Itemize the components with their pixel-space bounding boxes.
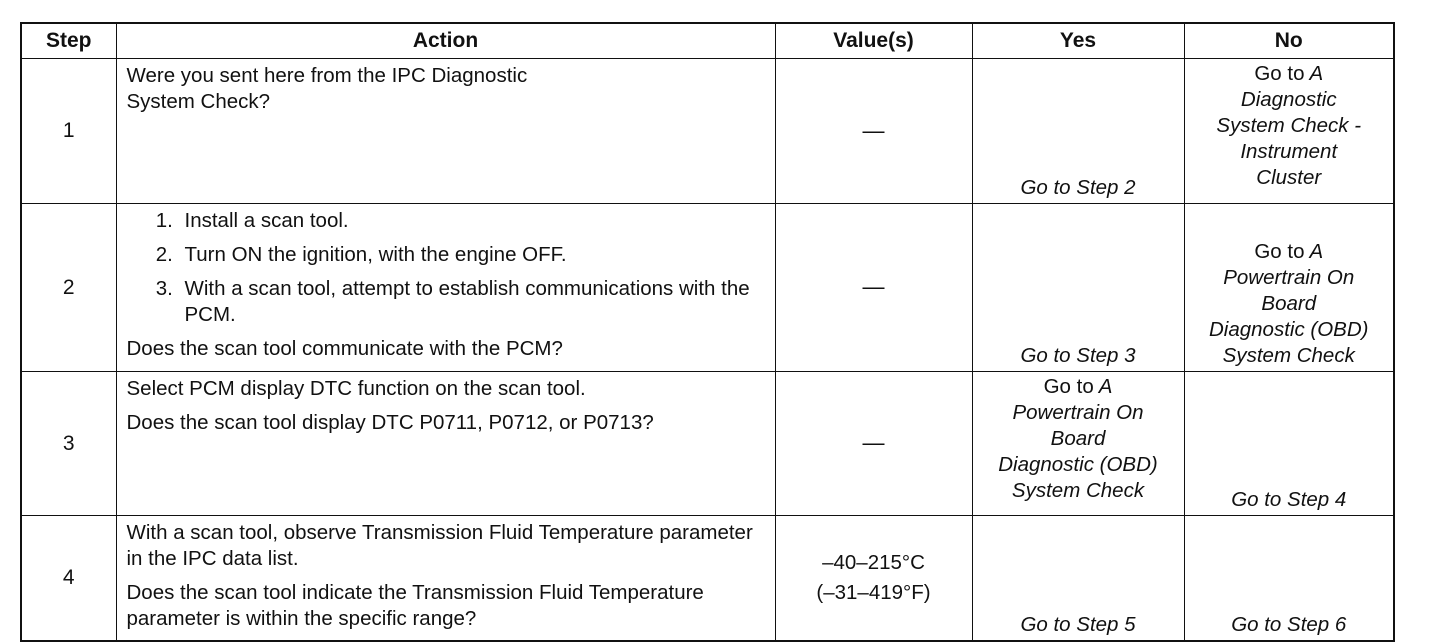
- no-text: Go to Step 4: [1231, 488, 1347, 511]
- step-number: 3: [21, 372, 116, 516]
- header-values: Value(s): [775, 23, 972, 59]
- table-row: [21, 59, 1394, 204]
- no-text: Board: [1261, 292, 1317, 315]
- action-question: Does the scan tool communicate with the PCM?: [126, 337, 563, 360]
- value-cell: [775, 516, 972, 642]
- action-cell: [116, 59, 775, 204]
- yes-cell: [972, 372, 1184, 516]
- yes-text: Go to: [1043, 375, 1094, 398]
- header-yes: Yes: [972, 23, 1184, 59]
- action-step: 1. Install a scan tool.: [179, 208, 767, 234]
- yes-text: A: [1098, 375, 1113, 398]
- yes-text: System Check: [1011, 479, 1145, 502]
- yes-text: Go to Step 5: [1020, 613, 1136, 636]
- value-text: —: [862, 430, 885, 455]
- no-text: System Check -: [1216, 114, 1362, 137]
- action-text: Does the scan tool indicate the Transmission Fluid Temperature parameter is within the specific range?: [126, 581, 704, 630]
- no-text: Powertrain On: [1223, 266, 1355, 289]
- action-cell: [116, 204, 775, 372]
- value-celsius: –40–215°C: [822, 551, 925, 574]
- table-row: [21, 516, 1394, 642]
- no-text: Diagnostic: [1240, 88, 1337, 111]
- yes-text: Board: [1050, 427, 1106, 450]
- no-text: Go to: [1254, 62, 1305, 85]
- action-steps-list: [127, 208, 767, 328]
- action-cell: [116, 372, 775, 516]
- action-cell: [116, 516, 775, 642]
- yes-text: Diagnostic (OBD): [998, 453, 1158, 476]
- no-text: Instrument: [1240, 140, 1338, 163]
- step-number: 1: [21, 59, 116, 204]
- value-cell: [775, 204, 972, 372]
- no-text: Go to Step 6: [1231, 613, 1347, 636]
- yes-text: Go to Step 2: [1020, 176, 1136, 199]
- no-text: Cluster: [1256, 166, 1322, 189]
- step-number: 4: [21, 516, 116, 642]
- diagnostic-table: [20, 22, 1395, 642]
- no-text: Diagnostic (OBD): [1209, 318, 1369, 341]
- header-step: Step: [21, 23, 116, 59]
- no-text: A: [1309, 62, 1324, 85]
- value-fahrenheit: (–31–419°F): [816, 581, 931, 604]
- table-header-row: [21, 23, 1394, 59]
- value-text: —: [862, 117, 885, 143]
- action-text: System Check?: [126, 90, 271, 113]
- no-cell: [1184, 204, 1394, 372]
- action-text: With a scan tool, observe Transmission Fluid Temperature parameter in the IPC data list.: [126, 521, 753, 570]
- value-cell: [775, 59, 972, 204]
- yes-cell: [972, 59, 1184, 204]
- table-row: [21, 372, 1394, 516]
- no-text: Go to: [1254, 240, 1305, 263]
- no-cell: [1184, 516, 1394, 642]
- no-cell: [1184, 372, 1394, 516]
- action-step: 3. With a scan tool, attempt to establish communications with the PCM.: [179, 276, 767, 328]
- yes-text: Go to Step 3: [1020, 344, 1136, 367]
- step-number: 2: [21, 204, 116, 372]
- no-text: A: [1309, 240, 1324, 263]
- action-text: Does the scan tool display DTC P0711, P0712, or P0713?: [126, 411, 654, 434]
- action-text: Select PCM display DTC function on the scan tool.: [126, 377, 586, 400]
- action-step: 2. Turn ON the ignition, with the engine OFF.: [179, 242, 767, 268]
- yes-cell: [972, 516, 1184, 642]
- no-text: System Check: [1222, 344, 1355, 367]
- action-text: Were you sent here from the IPC Diagnostic: [126, 64, 528, 87]
- value-text: —: [862, 274, 885, 299]
- header-action: Action: [116, 23, 775, 59]
- no-cell: [1184, 59, 1394, 204]
- header-no: No: [1184, 23, 1394, 59]
- table-row: [21, 204, 1394, 372]
- yes-cell: [972, 204, 1184, 372]
- value-cell: [775, 372, 972, 516]
- yes-text: Powertrain On: [1012, 401, 1144, 424]
